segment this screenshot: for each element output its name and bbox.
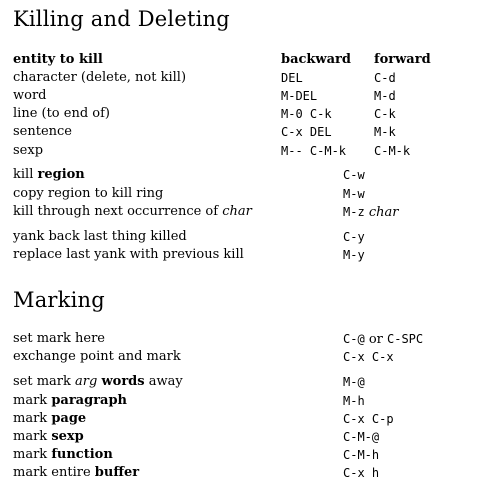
- forward-key: C-M-k: [374, 144, 411, 158]
- mark-item-emphasis: paragraph: [51, 393, 128, 408]
- mark-item-emphasis: buffer: [94, 465, 140, 480]
- mark-words-key: M-@: [343, 375, 365, 389]
- mark-words-label: [13, 373, 183, 391]
- set-mark-key: C-@: [343, 332, 365, 346]
- mark-page-row: [13, 410, 487, 428]
- kill-through-arg: char: [222, 204, 252, 219]
- killing-section-title: Killing and Deleting: [13, 7, 230, 31]
- mark-words-row: [13, 373, 487, 391]
- kill-through-label: [13, 203, 252, 221]
- kill-row-sexp: [13, 142, 487, 160]
- mark-paragraph-row: [13, 392, 487, 410]
- mark-item-key: C-x h: [343, 466, 380, 480]
- kill-row-word: [13, 87, 487, 105]
- marking-section-title: Marking: [13, 288, 105, 312]
- backward-key: M-0 C-k: [281, 107, 332, 121]
- mark-buffer-row: [13, 464, 487, 482]
- mark-sexp-row: [13, 428, 487, 446]
- kill-through-prefix: kill through next occurrence of: [13, 204, 223, 219]
- kill-entity-label: character (delete, not kill): [13, 70, 187, 85]
- kill-through-key: M-z: [343, 205, 365, 219]
- yank-key: C-y: [343, 230, 365, 244]
- backward-column-header: backward: [281, 52, 351, 67]
- mark-item-prefix: mark: [13, 447, 52, 462]
- mark-item-emphasis: function: [51, 447, 113, 462]
- mark-item-label: [13, 428, 84, 446]
- set-mark-alt-key: C-SPC: [387, 332, 424, 346]
- yank-label: yank back last thing killed: [13, 229, 187, 244]
- entity-column-header: entity to kill: [13, 52, 103, 67]
- mark-words-suffix: away: [144, 374, 183, 389]
- backward-key: M-- C-M-k: [281, 144, 347, 158]
- forward-column-header: forward: [374, 52, 431, 67]
- mark-item-key: C-M-h: [343, 448, 380, 462]
- set-mark-label: set mark here: [13, 331, 105, 346]
- kill-entity-label: sentence: [13, 124, 73, 139]
- yank-pop-key: M-y: [343, 248, 365, 262]
- set-mark-or: or: [364, 332, 387, 347]
- kill-through-key-arg: char: [368, 205, 399, 220]
- kill-row-sentence: [13, 123, 487, 141]
- mark-words-emphasis: words: [101, 374, 145, 389]
- mark-item-prefix: mark: [13, 393, 52, 408]
- yank-row: [13, 228, 487, 246]
- exchange-row: [13, 348, 487, 366]
- kill-row-line: [13, 105, 487, 123]
- set-mark-row: [13, 330, 487, 348]
- forward-key: M-k: [374, 125, 396, 139]
- exchange-label: exchange point and mark: [13, 349, 181, 364]
- mark-item-emphasis: sexp: [51, 429, 84, 444]
- kill-table-header: [13, 51, 487, 69]
- mark-item-key: M-h: [343, 394, 365, 408]
- kill-through-row: [13, 203, 487, 221]
- yank-pop-label: replace last yank with previous kill: [13, 247, 244, 262]
- forward-key: M-d: [374, 89, 396, 103]
- kill-region-key: C-w: [343, 168, 365, 182]
- mark-words-prefix: set mark: [13, 374, 76, 389]
- mark-function-row: [13, 446, 487, 464]
- copy-region-label: copy region to kill ring: [13, 186, 164, 201]
- yank-pop-row: [13, 246, 487, 264]
- mark-item-key: C-x C-p: [343, 412, 394, 426]
- mark-item-emphasis: page: [51, 411, 87, 426]
- mark-item-key: C-M-@: [343, 430, 380, 444]
- mark-item-label: [13, 464, 139, 482]
- kill-region-row: [13, 166, 487, 184]
- kill-region-prefix: kill: [13, 167, 38, 182]
- kill-entity-label: word: [13, 88, 47, 103]
- set-mark-key-group: [343, 330, 423, 349]
- mark-words-arg: arg: [75, 374, 98, 389]
- kill-row-character: [13, 69, 487, 87]
- exchange-key: C-x C-x: [343, 350, 394, 364]
- mark-item-label: [13, 392, 127, 410]
- mark-item-prefix: mark entire: [13, 465, 95, 480]
- kill-region-emphasis: region: [37, 167, 85, 182]
- kill-through-key-group: [343, 203, 398, 222]
- forward-key: C-d: [374, 71, 396, 85]
- mark-item-label: [13, 446, 113, 464]
- backward-key: M-DEL: [281, 89, 318, 103]
- mark-item-label: [13, 410, 86, 428]
- backward-key: DEL: [281, 71, 303, 85]
- kill-region-label: [13, 166, 85, 184]
- backward-key: C-x DEL: [281, 125, 332, 139]
- mark-item-prefix: mark: [13, 411, 52, 426]
- copy-region-key: M-w: [343, 187, 365, 201]
- mark-item-prefix: mark: [13, 429, 52, 444]
- kill-entity-label: sexp: [13, 143, 44, 158]
- copy-region-row: [13, 185, 487, 203]
- forward-key: C-k: [374, 107, 396, 121]
- kill-entity-label: line (to end of): [13, 106, 110, 121]
